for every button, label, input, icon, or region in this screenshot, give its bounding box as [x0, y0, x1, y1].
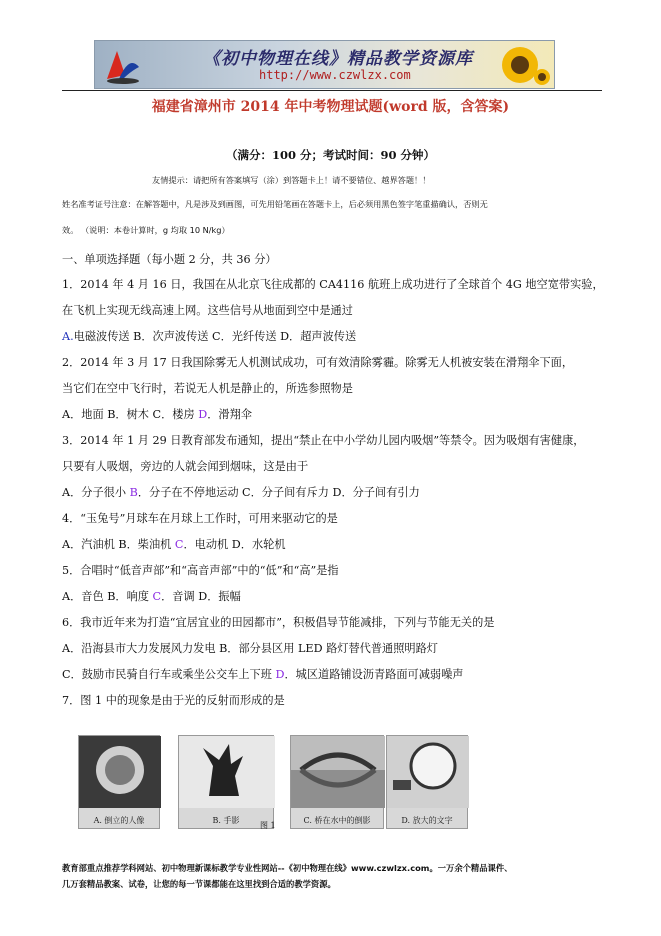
banner-url[interactable]: http://www.czwlzx.com [259, 68, 411, 82]
question-3-options: A．分子很小 B．分子在不停地运动 C．分子间有斥力 D．分子间有引力 [62, 486, 420, 499]
question-1-stem-2: 在飞机上实现无线高速上网。这些信号从地面到空中是通过 [62, 304, 353, 317]
score-time: （满分：100 分；考试时间：90 分钟） [225, 148, 435, 162]
footer-line-2: 几万套精品教案、试卷，让您的每一节课都能在这里找到合适的教学资源。 [62, 879, 336, 889]
figure-caption-b: B. 手影 [212, 816, 240, 825]
site-logo-icon [103, 45, 143, 85]
question-3-stem-1: 3．2014 年 1 月 29 日教育部发布通知，提出“禁止在中小学幼儿园内吸烟”等禁令。因为吸烟有害健康， [62, 434, 585, 447]
answer-mark: B [129, 486, 138, 499]
question-3-stem-2: 只要有人吸烟，旁边的人就会闻到烟味，这是由于 [62, 460, 309, 473]
figure-caption-c: C. 桥在水中的倒影 [303, 816, 371, 825]
notice-1: 友情提示：请把所有答案填写（涂）到答题卡上！请不要错位、越界答题！！ [152, 175, 431, 185]
figure-panel-d [386, 735, 468, 829]
sunflower-icon [490, 43, 550, 87]
question-2-stem-2: 当它们在空中飞行时，若说无人机是静止的，所选参照物是 [62, 382, 353, 395]
answer-mark: C [152, 590, 162, 603]
notice-2: 姓名准考证号注意：在解答题中，凡是涉及到画图，可先用铅笔画在答题卡上，后必须用黑色签字笔重描确认，否则无 [62, 199, 488, 209]
question-4-options: A．汽油机 B．柴油机 C．电动机 D．水轮机 [62, 538, 286, 551]
figure-panel-c [290, 735, 384, 829]
section-title: 一、单项选择题（每小题 2 分，共 36 分） [62, 253, 277, 266]
question-6-options-2: C．鼓励市民骑自行车或乘坐公交车上下班 D．城区道路铺设沥青路面可减弱噪声 [62, 668, 464, 681]
answer-mark: D [198, 408, 208, 421]
question-5-stem-1: 5．合唱时“低音声部”和“高音声部”中的“低”和“高”是指 [62, 564, 339, 577]
question-5-options: A．音色 B．响度 C．音调 D．振幅 [62, 590, 241, 603]
question-6-stem-1: 6．我市近年来为打造“宜居宜业的田园都市”，积极倡导节能减排，下列与节能无关的是 [62, 616, 495, 629]
water-drop-image-icon [79, 736, 161, 808]
answer-mark: A. [62, 330, 74, 343]
question-2-options: A．地面 B．树木 C．楼房 D．滑翔伞 [62, 408, 252, 421]
notice-3: 效。 （说明：本卷计算时，g 均取 10 N/kg） [62, 225, 230, 235]
figure-caption-d: D. 放大的文字 [401, 816, 453, 825]
bridge-reflection-image-icon [291, 736, 385, 808]
figure-panel-b [178, 735, 274, 829]
page-title: 福建省漳州市 2014 年中考物理试题(word 版，含答案) [151, 99, 510, 115]
figure-panel-a [78, 735, 160, 829]
question-6-options-1: A．沿海县市大力发展风力发电 B．部分县区用 LED 路灯替代普通照明路灯 [62, 642, 438, 655]
banner-title: 《初中物理在线》精品教学资源库 [203, 49, 473, 69]
figure-caption-a: A. 倒立的人像 [93, 816, 145, 825]
question-4-stem-1: 4．“玉兔号”月球车在月球上工作时，可用来驱动它的是 [62, 512, 338, 525]
figure-1 [78, 735, 468, 829]
question-7-stem-1: 7．图 1 中的现象是由于光的反射而形成的是 [62, 694, 285, 707]
question-2-stem-1: 2．2014 年 3 月 17 日我国除雾无人机测试成功，可有效清除雾霾。除雾无人机被安装在滑翔伞下面， [62, 356, 574, 369]
site-banner [94, 40, 555, 89]
magnifier-text-image-icon [387, 736, 469, 808]
hand-shadow-image-icon [179, 736, 275, 808]
question-1-options: A.电磁波传送 B．次声波传送 C．光纤传送 D．超声波传送 [62, 330, 357, 343]
figure-label: 图 1 [260, 821, 276, 830]
question-1-stem-1: 1．2014 年 4 月 16 日，我国在从北京飞往成都的 CA4116 航班上成功进行了全球首个 4G 地空宽带实验， [62, 278, 604, 291]
footer-line-1: 教育部重点推荐学科网站、初中物理新课标教学专业性网站--《初中物理在线》www.czwlzx.com。一万余个精品课件、 [62, 863, 513, 873]
header-rule [62, 90, 602, 91]
answer-mark: D [275, 668, 285, 681]
answer-mark: C [174, 538, 184, 551]
